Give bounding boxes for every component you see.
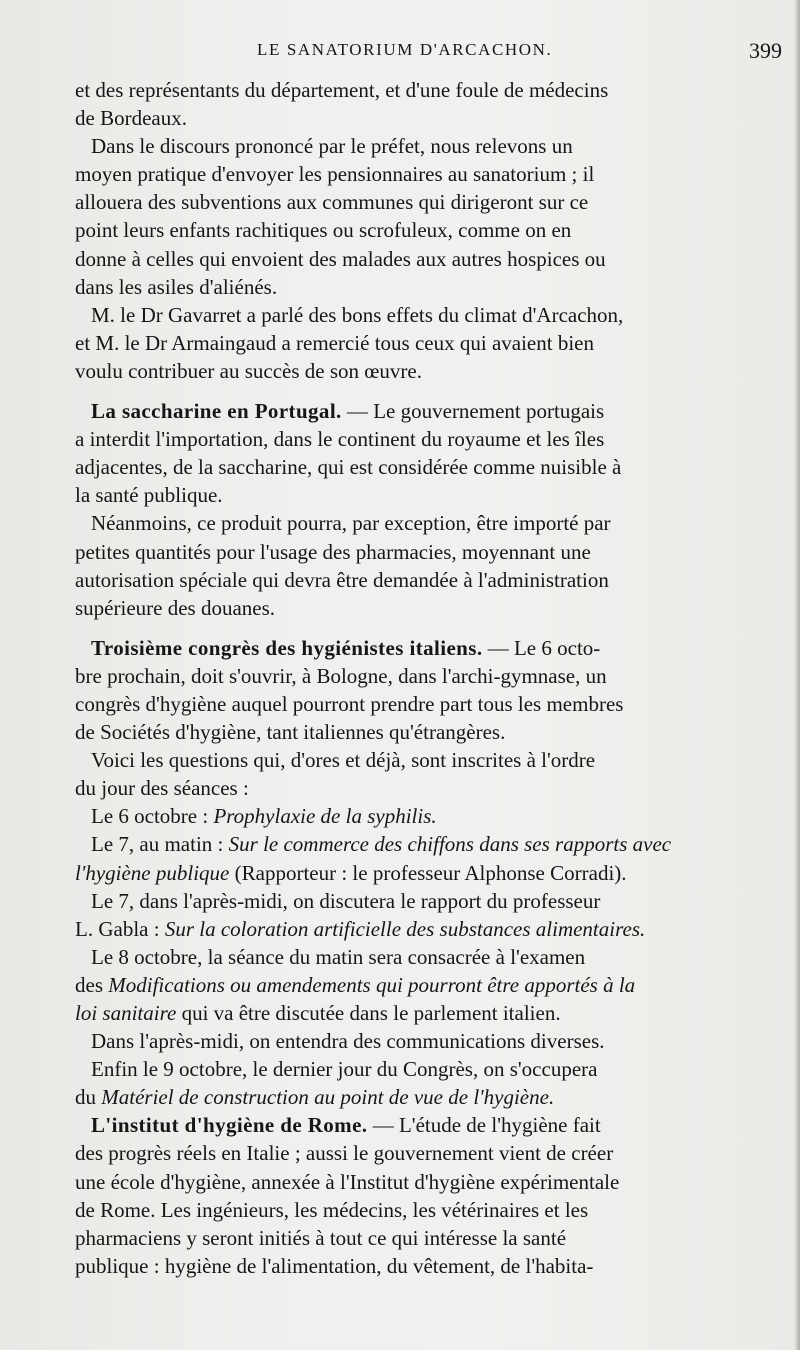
text-line: des Modifications ou amendements qui pourront être apportés à la	[75, 972, 636, 997]
section-heading: L'institut d'hygiène de Rome.	[91, 1113, 368, 1138]
text-line: Le 6 octobre : Prophylaxie de la syphilis.	[91, 804, 437, 829]
text-line: voulu contribuer au succès de son œuvre.	[75, 358, 422, 383]
text-line: a interdit l'importation, dans le continent du royaume et les îles	[75, 427, 605, 452]
text-line: M. le Dr Gavarret a parlé des bons effets du climat d'Arcachon,	[91, 302, 624, 327]
text-line: dans les asiles d'aliénés.	[75, 274, 278, 299]
text-line: Le 8 octobre, la séance du matin sera consacrée à l'examen	[91, 944, 586, 969]
text-line: des progrès réels en Italie ; aussi le gouvernement vient de créer	[75, 1141, 614, 1166]
text-line: L. Gabla : Sur la coloration artificielle des substances alimentaires.	[75, 916, 646, 941]
text-line: et M. le Dr Armaingaud a remercié tous ceux qui avaient bien	[75, 330, 594, 355]
running-title: LE SANATORIUM D'ARCACHON.	[257, 40, 553, 59]
text-line: Dans le discours prononcé par le préfet, nous relevons un	[91, 134, 573, 159]
section-heading: Troisième congrès des hygiénistes italiens.	[91, 635, 483, 660]
section-heading-line: La saccharine en Portugal. — Le gouvernement portugais	[91, 399, 605, 424]
text-line: l'hygiène publique (Rapporteur : le professeur Alphonse Corradi).	[75, 860, 627, 885]
text-line: de Bordeaux.	[75, 106, 187, 131]
text-line: congrès d'hygiène auquel pourront prendre part tous les membres	[75, 691, 624, 716]
text-line: de Rome. Les ingénieurs, les médecins, les vétérinaires et les	[75, 1197, 589, 1222]
text-line: Voici les questions qui, d'ores et déjà, sont inscrites à l'ordre	[91, 748, 596, 773]
text-line: Le 7, au matin : Sur le commerce des chiffons dans ses rapports avec	[91, 832, 672, 857]
section-heading: La saccharine en Portugal.	[91, 399, 342, 424]
running-head	[75, 36, 782, 70]
text-line: loi sanitaire qui va être discutée dans le parlement italien.	[75, 1001, 561, 1025]
text-line: pharmaciens y seront initiés à tout ce qui intéresse la santé	[75, 1225, 567, 1250]
text-line: Néanmoins, ce produit pourra, par exception, être importé par	[91, 511, 611, 536]
section-heading-line: Troisième congrès des hygiénistes italiens. — Le 6 octo-	[91, 635, 601, 660]
text-line: de Sociétés d'hygiène, tant italiennes qu'étrangères.	[75, 720, 506, 745]
page-number: 399	[749, 38, 782, 63]
text-line: Le 7, dans l'après-midi, on discutera le rapport du professeur	[91, 888, 601, 913]
text-line: supérieure des douanes.	[75, 595, 276, 620]
body-text	[75, 76, 782, 1280]
text-line: allouera des subventions aux communes qui dirigeront sur ce	[75, 190, 589, 215]
text-line: du Matériel de construction au point de vue de l'hygiène.	[75, 1085, 555, 1110]
text-line: publique : hygiène de l'alimentation, du vêtement, de l'habita-	[75, 1253, 594, 1278]
text-line: autorisation spéciale qui devra être demandée à l'administration	[75, 567, 609, 592]
text-line: Enfin le 9 octobre, le dernier jour du Congrès, on s'occupera	[91, 1057, 598, 1082]
text-line: moyen pratique d'envoyer les pensionnaires au sanatorium ; il	[75, 162, 595, 187]
text-line: point leurs enfants rachitiques ou scrofuleux, comme on en	[75, 218, 572, 243]
section-heading-line: L'institut d'hygiène de Rome. — L'étude de l'hygiène fait	[91, 1113, 601, 1138]
text-line: donne à celles qui envoient des malades aux autres hospices ou	[75, 246, 606, 271]
text-line: du jour des séances :	[75, 776, 249, 801]
text-line: et des représentants du département, et d'une foule de médecins	[75, 78, 609, 102]
text-line: petites quantités pour l'usage des pharmacies, moyennant une	[75, 539, 591, 564]
text-line: adjacentes, de la saccharine, qui est considérée comme nuisible à	[75, 455, 622, 480]
text-line: bre prochain, doit s'ouvrir, à Bologne, dans l'archi-gymnase, un	[75, 663, 607, 688]
text-line: Dans l'après-midi, on entendra des communications diverses.	[91, 1029, 605, 1054]
text-line: la santé publique.	[75, 483, 223, 508]
text-line: une école d'hygiène, annexée à l'Institut d'hygiène expérimentale	[75, 1169, 620, 1194]
